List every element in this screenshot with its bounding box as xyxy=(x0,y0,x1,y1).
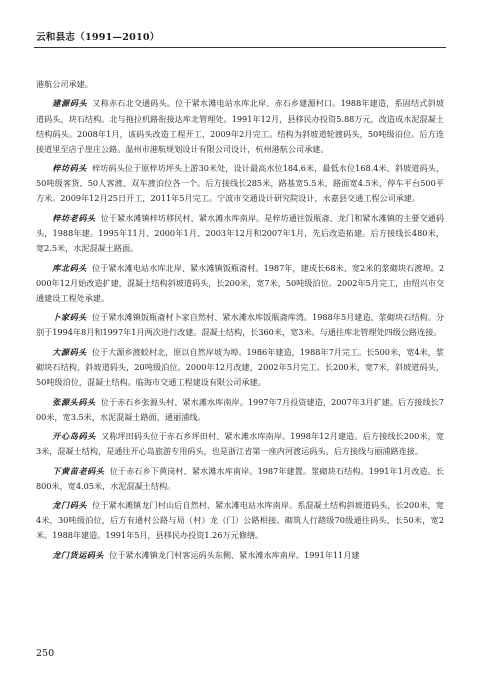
entry-text: 位于紧水滩镇龙门村客运码头东侧、紧水滩水库南岸。1991年11月建 xyxy=(109,549,360,560)
entry-text: 又称赤石北交通码头。位于紧水滩电站水库北岸、赤石乡建源村口。1988年建造，系固结式斜坡道码头，块石结构。北与拖拉机路衔接达库北管理处。1991年12月，县移民办投资5.88万元，改造成水泥混凝土结构码头。2008年1月，该码头改造工程开工，2009年2月完工。结构为斜坡道轮渡码头，50吨级泊位。后方连接道里至店子崖庄公路。温州市港航规划设计有限公司设计，杭州港航公司承建。 xyxy=(36,98,444,154)
header-rule xyxy=(34,47,446,48)
entry-xiahuangmiao xyxy=(36,464,444,494)
entry-title: 开心岛码头 xyxy=(52,431,96,442)
entry-zhangyuantou xyxy=(36,395,444,425)
entry-title: 库北码头 xyxy=(52,262,87,273)
entry-title: 梓坊老码头 xyxy=(52,212,96,223)
continuation-paragraph: 港航公司承建。 xyxy=(36,79,93,89)
entry-text: 位于紧水滩镇饭瓶斋村卜家自然村、紧水滩水库饭瓶斋库湾。1988年5月建造，浆砌块石结构。分别于1994年8月和1997年1月两次进行改建。混凝土结构，长360米，宽3米。与通往库北管理处四级公路连接。 xyxy=(36,312,444,338)
entry-dayuan xyxy=(36,345,444,390)
page-number: 250 xyxy=(36,648,55,659)
entry-kubei xyxy=(36,261,444,306)
entry-text: 位于赤石乡张源头村、紧水滩水库南岸。1997年7月投资建造，2007年3月扩建。后方接线长700米，宽3.5米，水泥混凝土路面，通丽浦线。 xyxy=(36,396,444,422)
entry-text: 位于大源乡渡蛟村北，原以自然岸坡为埠。1986年建造，1988年7月完工。长500米，宽4米，浆砌块石结构，斜坡道码头，20吨级泊位。2000年12月改建，2002年5月完工。长200米，宽7米，斜坡道码头，50吨级泊位，混凝土结构。临海市交通工程建设有限公司承建。 xyxy=(36,346,444,388)
running-title: 云和县志（1991—2010） xyxy=(36,32,160,43)
entry-title: 大源码头 xyxy=(52,346,87,357)
entry-title: 卜家码头 xyxy=(52,312,87,323)
entry-longmen-cargo xyxy=(36,548,444,563)
entry-jianyuan xyxy=(36,96,444,156)
entry-text: 梓坊码头位于原梓坊坪头上游30米处，设计最高水位184.6米，最低水位168.4米，斜坡道码头，50吨级客货、50人客渡、双车渡泊位各一个。后方接线长285米，路基宽5.5米，路面宽4.5米，停车平台500平方米。2009年12月25日开工，2011年5月完工。宁波市交通设计研究院设计，永嘉县交通工程公司承建。 xyxy=(36,163,444,204)
entry-kaixindao xyxy=(36,429,444,459)
entry-title: 建源码头 xyxy=(52,98,88,109)
entry-text: 位于紧水滩镇梓坊移民村、紧水滩水库南岸。是梓坊通往饭瓶斋、龙门和紧水滩镇的主要交通码头，1988年建。1995年11月、2000年1月、2003年12月和2007年1月，先后改造拓建。后方接线长480米，宽2.5米，水泥混凝土路面。 xyxy=(36,212,444,254)
entry-text: 位于赤石乡下黄岗村、紧水滩水库南岸。1987年建置。浆砌块石结构。1991年1月改造。长800米，宽4.05米，水泥混凝土结构。 xyxy=(36,465,444,491)
entry-zifang-old xyxy=(36,211,444,256)
entry-text: 又称坪田码头位于赤石乡坪田村、紧水滩水库南岸。1998年12月建造。后方接线长200米，宽3米，混凝土结构，是通往开心岛旅游专用码头，也是浙江省第一座内河渡运码头。后方接线与丽浦路连接。 xyxy=(36,431,444,457)
entry-title: 梓坊码头 xyxy=(52,163,88,174)
entry-text: 位于紧水滩电站水库北岸、紧水滩镇饭瓶斋村。1987年，建成长68米、宽2米的浆砌块石渡埠。2000年12月始改造扩建，混凝土结构斜坡道码头，长200米，宽7米，50吨级泊位。2002年5月完工，由绍兴市交通建设工程处承建。 xyxy=(36,262,444,303)
page-body xyxy=(36,77,444,567)
entry-longmen xyxy=(36,498,444,543)
entry-text: 位于紧水滩镇龙门村山后自然村、紧水滩电站水库南岸。系混凝土结构斜坡道码头，长200米，宽4米，30吨级泊位，后方有通村公路与局（村）龙（门）公路相接。砌筑人行踏级70级通往码头，长50米，宽2米。1988年建造。1991年5月，县移民办投资1.26万元修缮。 xyxy=(36,500,444,541)
entry-title: 龙门码头 xyxy=(52,500,88,511)
entry-zifang xyxy=(36,161,444,206)
entry-bujia xyxy=(36,310,444,340)
entry-title: 张源头码头 xyxy=(52,396,96,407)
entry-title: 龙门货运码头 xyxy=(52,549,105,560)
entry-title: 下黄苗老码头 xyxy=(52,465,105,476)
